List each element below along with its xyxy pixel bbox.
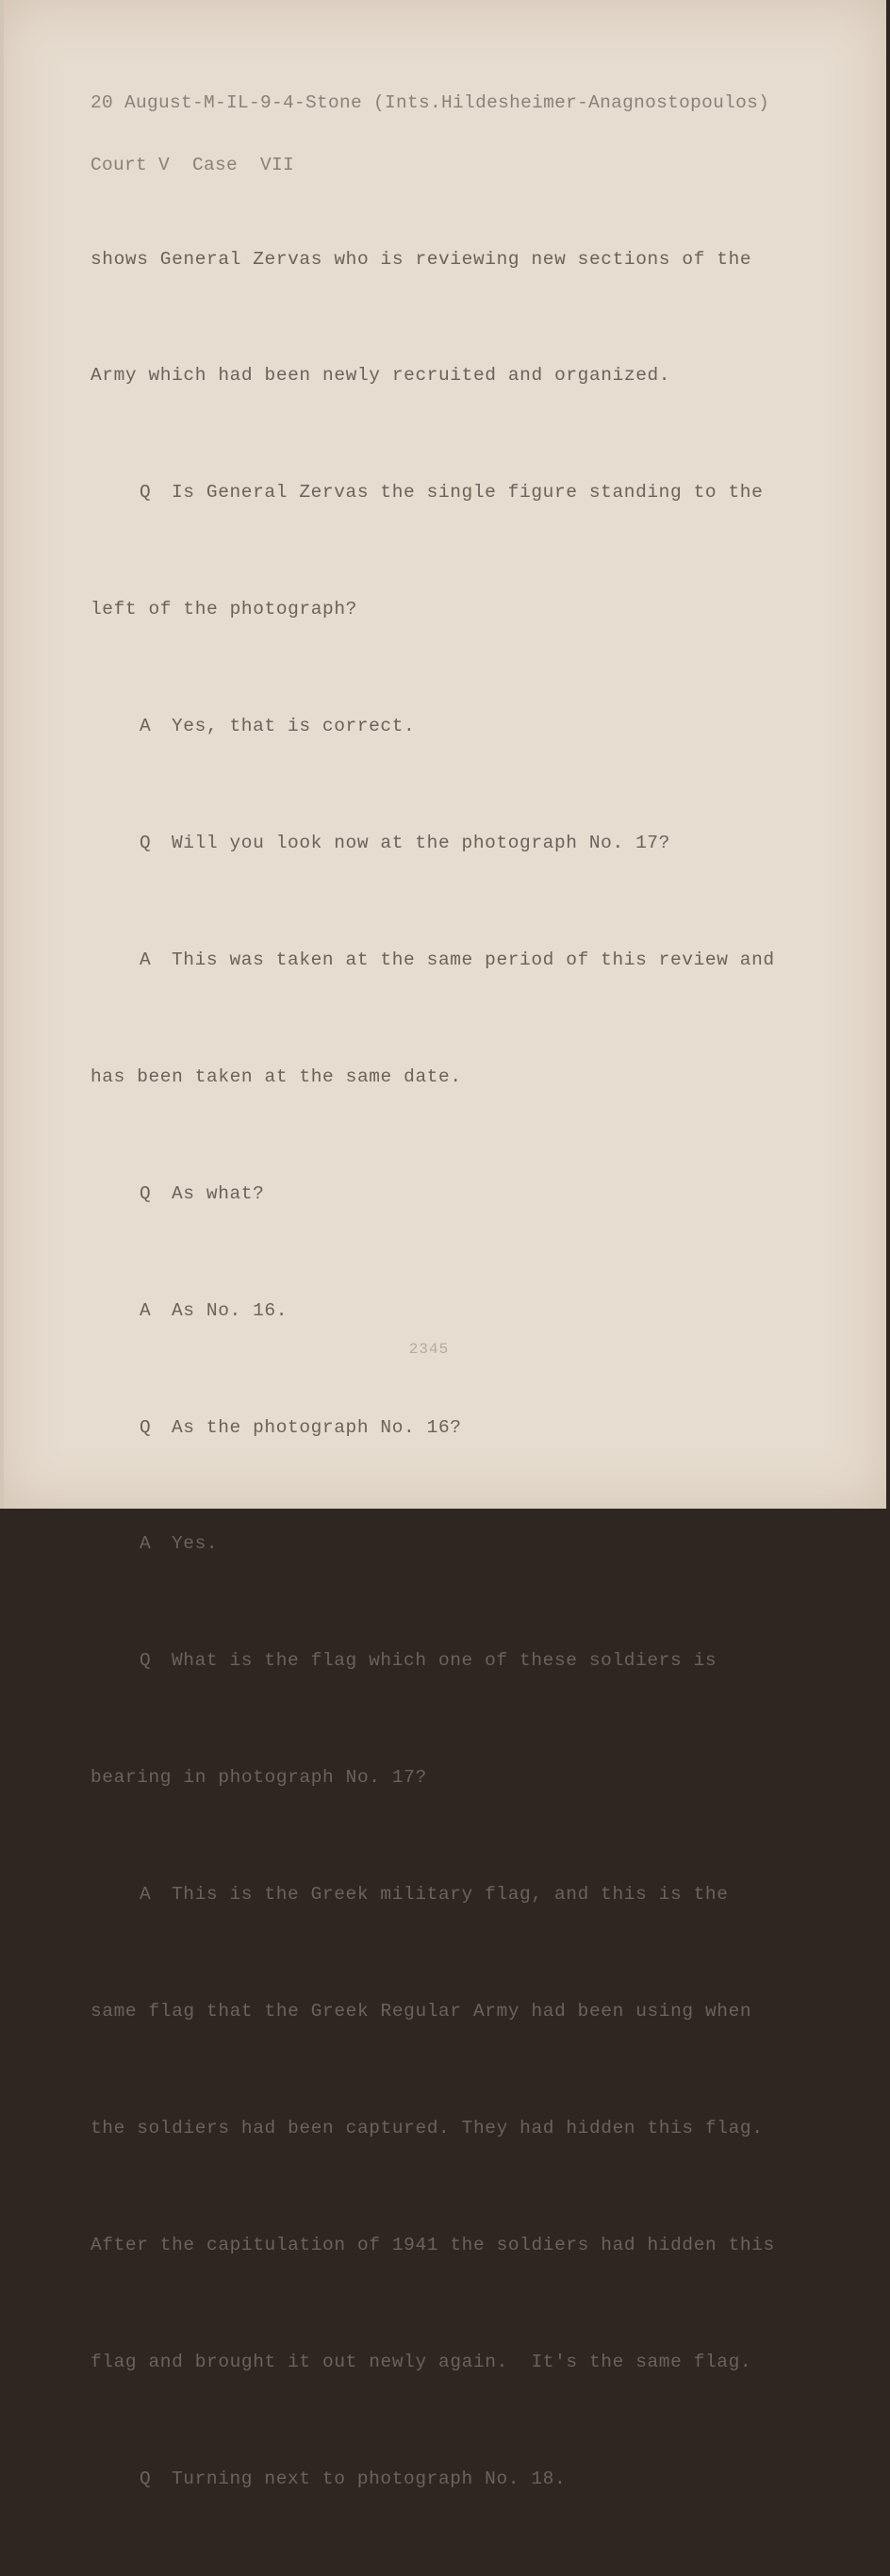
speaker-marker: A	[140, 1533, 152, 1555]
line-text: the soldiers had been captured. They had hidden this flag.	[91, 2117, 764, 2138]
line-text: After the capitulation of 1941 the soldiers had hidden this	[91, 2234, 775, 2255]
transcript-line	[91, 941, 788, 980]
speaker-marker: Q	[140, 1182, 152, 1204]
line-text: shows General Zervas who is reviewing new sections of the	[91, 248, 752, 270]
line-text: left of the photograph?	[91, 599, 357, 620]
line-text: This is the Greek military flag, and this is the	[172, 1884, 729, 1906]
speaker-marker: Q	[140, 1650, 152, 1672]
transcript-line	[91, 1525, 788, 1563]
line-text: This was taken at the same period of this review and	[172, 949, 775, 970]
line-text: As No. 16.	[172, 1299, 288, 1321]
line-text: bearing in photograph No. 17?	[91, 1767, 427, 1789]
transcript-line	[91, 1759, 788, 1797]
speaker-marker: Q	[140, 833, 152, 854]
page-number: 2345	[408, 1341, 450, 1358]
header-line-2: Court V Case VII	[91, 155, 295, 175]
header-line-1: 20 August-M-IL-9-4-Stone (Ints.Hildesheimer-Anagnostopoulos)	[91, 92, 770, 113]
transcript-line	[91, 1292, 788, 1330]
transcript-line	[91, 1875, 788, 1914]
transcript-line	[91, 356, 788, 395]
transcript-line	[91, 824, 788, 863]
speaker-marker: Q	[140, 2468, 152, 2489]
line-text: Yes.	[172, 1533, 219, 1555]
transcript-line	[91, 2343, 788, 2382]
line-text: As what?	[172, 1182, 265, 1204]
line-text: Is General Zervas the single figure standing to the	[172, 482, 764, 504]
transcript-line	[91, 1058, 788, 1097]
line-text: Army which had been newly recruited and organized.	[91, 365, 671, 387]
transcript-line	[91, 590, 788, 629]
speaker-marker: Q	[140, 1416, 152, 1438]
line-text: As the photograph No. 16?	[172, 1416, 462, 1438]
transcript-line	[91, 2460, 788, 2499]
line-text: Turning next to photograph No. 18.	[172, 2468, 567, 2489]
page-edge	[0, 0, 4, 1509]
line-text: has been taken at the same date.	[91, 1065, 462, 1087]
line-text: flag and brought it out newly again. It's the same flag.	[91, 2351, 752, 2372]
speaker-marker: A	[140, 1884, 152, 1906]
transcript-line	[91, 1642, 788, 1680]
transcript-body	[91, 162, 788, 2576]
transcript-line	[91, 1992, 788, 2031]
transcript-line	[91, 1409, 788, 1447]
transcript-line	[91, 1175, 788, 1214]
transcript-line	[91, 2226, 788, 2265]
line-text: What is the flag which one of these soldiers is	[172, 1650, 717, 1672]
speaker-marker: A	[140, 716, 152, 737]
transcript-line	[91, 2109, 788, 2148]
speaker-marker: A	[140, 949, 152, 970]
line-text: same flag that the Greek Regular Army had been using when	[91, 2000, 752, 2022]
transcript-line	[91, 707, 788, 746]
line-text: Yes, that is correct.	[172, 716, 416, 737]
speaker-marker: A	[140, 1299, 152, 1321]
line-text: Will you look now at the photograph No. 17?	[172, 833, 670, 854]
transcript-line	[91, 240, 788, 279]
speaker-marker: Q	[140, 482, 152, 504]
transcript-line	[91, 473, 788, 512]
